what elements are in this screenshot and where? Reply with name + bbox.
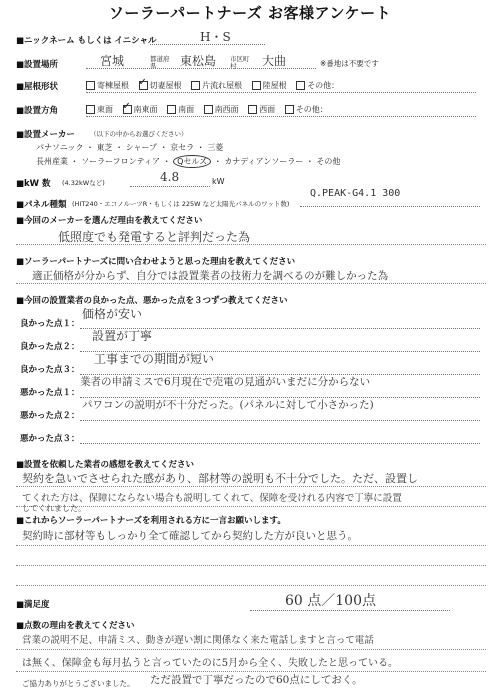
advice-label: ■これからソーラーパートナーズを利用される方に一言お願いします。 <box>16 516 286 526</box>
impression-rule-2 <box>16 506 486 507</box>
location-line <box>86 68 316 69</box>
nickname-line <box>150 44 265 45</box>
kw-label: ■kW 数 <box>16 179 51 189</box>
checkbox-checked-icon <box>123 105 132 114</box>
maker-reason-answer: 低照度でも発電すると評判だった為 <box>58 230 251 244</box>
score-reason-line-3: ただ設置で丁寧だったので60点にしておく。 <box>150 674 363 686</box>
impression-line-1: 契約を急いでさせられた感があり、部材等の説明も不十分でした。ただ、設置し <box>22 472 418 485</box>
maker-label: ■設置メーカー <box>16 130 75 140</box>
thanks-footer: ご協力ありがとうございました。 <box>22 679 135 688</box>
checkbox-icon <box>252 81 261 90</box>
direction-options <box>86 104 335 115</box>
checkbox-icon <box>86 105 95 114</box>
city-unit: 市区町村 <box>230 55 250 70</box>
roof-label: ■屋根形状 <box>16 82 59 92</box>
roof-option-5[interactable]: その他： <box>296 81 339 90</box>
checkbox-checked-icon <box>139 81 148 90</box>
why-sp-label: ■ソーラーパートナーズに問い合わせようと思った理由を教えてください <box>16 257 296 267</box>
city-value: 東松島 <box>180 54 217 68</box>
good-point-1-label: 良かった点１： <box>20 319 80 329</box>
town-value: 大曲 <box>262 54 287 68</box>
bad-point-2-label: 悪かった点２： <box>20 411 80 421</box>
page-title: ソーラーパートナーズ お客様アンケート <box>108 4 392 22</box>
good-point-1: 価格が安い <box>82 307 143 321</box>
direction-option-5[interactable]: 西面 <box>248 105 275 114</box>
panel-label: ■パネル種類 <box>16 200 67 210</box>
location-note: ※番地は不要です <box>320 59 379 68</box>
checkbox-icon <box>191 81 200 90</box>
maker-sub: （以下の中からお選びください） <box>90 130 188 138</box>
nickname-label: ■ニックネーム もしくは イニシャル <box>16 36 157 46</box>
roof-options <box>86 80 346 91</box>
location-label: ■設置場所 <box>16 60 59 70</box>
bad-point-3-label: 悪かった点３： <box>20 434 80 444</box>
roof-option-1[interactable]: 寄棟屋根 <box>86 81 129 90</box>
maker-row-1: パナソニック ・ 東芝 ・ シャープ ・ 京セラ ・ 三菱 <box>36 143 224 152</box>
nickname-value: H・S <box>200 30 231 44</box>
bad-point-1: 業者の申請ミスで6月現在で売電の見通がいまだに分からない <box>80 376 371 388</box>
roof-option-2[interactable]: ✓ 切妻屋根 <box>139 81 182 90</box>
advice-line-2 <box>16 565 486 566</box>
checkbox-icon <box>296 81 305 90</box>
direction-option-6[interactable]: その他： <box>285 105 328 114</box>
direction-option-4[interactable]: 南西面 <box>204 105 239 114</box>
direction-option-3[interactable]: 南面 <box>167 105 194 114</box>
bad-point-1-label: 悪かった点１： <box>20 388 80 398</box>
good-point-3-label: 良かった点３： <box>20 365 80 375</box>
advice-line <box>16 545 486 546</box>
checkbox-icon <box>204 105 213 114</box>
panel-sub: (HIT240・エコノルーツR・もしくは 225W など太陽光パネルのワット数) <box>72 200 290 208</box>
impression-label: ■設置を依頼した業者の感想を教えてください <box>16 460 195 470</box>
direction-label: ■設置方角 <box>16 106 59 116</box>
panel-value: Q.PEAK-G4.1 300 <box>310 188 401 199</box>
kw-unit: kW <box>212 177 225 186</box>
checkbox-icon <box>248 105 257 114</box>
good-point-3: 工事までの期間が短い <box>94 352 215 366</box>
panel-line <box>300 206 480 207</box>
maker-row-2: 長州産業 ・ ソーラーフロンティア ・ Qセルズ ・ カナディアンソーラー ・ その他 <box>36 157 341 166</box>
satisfaction-line <box>250 610 450 611</box>
bad-point-3-line <box>80 443 480 444</box>
prefecture-unit: 都道府県 <box>150 55 170 70</box>
why-sp-answer: 適正価格が分からず、自分では設置業者の技術力を調べるのが難しかった為 <box>32 270 389 282</box>
advice-line-3 <box>16 585 486 586</box>
checkbox-icon <box>285 105 294 114</box>
satisfaction-score: 60 点／100点 <box>285 593 376 609</box>
kw-value: 4.8 <box>160 170 180 184</box>
advice-answer: 契約時に部材等もしっかり全て確認してから契約した方が良いと思う。 <box>22 530 358 542</box>
roof-option-4[interactable]: 陸屋根 <box>252 81 287 90</box>
good-point-2-label: 良かった点２： <box>20 342 80 352</box>
score-reason-line-1: 営業の説明不足、申請ミス、動きが遅い割に関係なく来た電話しますと言って電話 <box>22 635 374 646</box>
kw-sub: (4.32kWなど) <box>62 179 105 187</box>
roof-option-3[interactable]: 片流れ屋根 <box>191 81 242 90</box>
checkbox-icon <box>86 81 95 90</box>
good-point-2: 設置が丁寧 <box>92 329 153 343</box>
maker-reason-line <box>16 244 486 245</box>
satisfaction-label: ■満足度 <box>16 600 50 610</box>
impression-line-2: てくれた方は、保障にならない場合も説明してくれて、保障を受けれる内容で丁寧に設置 <box>22 493 402 504</box>
impression-line-3: してくれました。 <box>22 504 86 513</box>
direction-option-1[interactable]: 東面 <box>86 105 113 114</box>
score-reason-rule-1 <box>16 649 486 650</box>
kw-line <box>130 186 210 187</box>
prefecture-value: 宮城 <box>100 54 125 68</box>
direction-line <box>86 116 476 117</box>
direction-option-2[interactable]: ✓ 南東面 <box>123 105 158 114</box>
bad-point-2: パワコンの説明が不十分だった。(パネルに対して小さかった) <box>82 399 374 411</box>
checkbox-icon <box>167 105 176 114</box>
maker-selected-circle: Qセルズ <box>173 155 211 168</box>
impression-rule-1 <box>16 486 486 487</box>
why-sp-line <box>16 283 486 284</box>
score-reason-line-2: は無く、保障金も毎月払うと言っていたのに5月から全く、失敗したと思っている。 <box>22 658 398 669</box>
maker-reason-label: ■今回のメーカーを選んだ理由を教えてください <box>16 216 203 226</box>
roof-line <box>86 92 476 93</box>
bad-point-2-line <box>80 420 480 421</box>
score-reason-label: ■点数の理由を教えてください <box>16 621 135 631</box>
points-label: ■今回の設置業者の良かった点、悪かった点を３つずつ教えてください <box>16 296 288 306</box>
